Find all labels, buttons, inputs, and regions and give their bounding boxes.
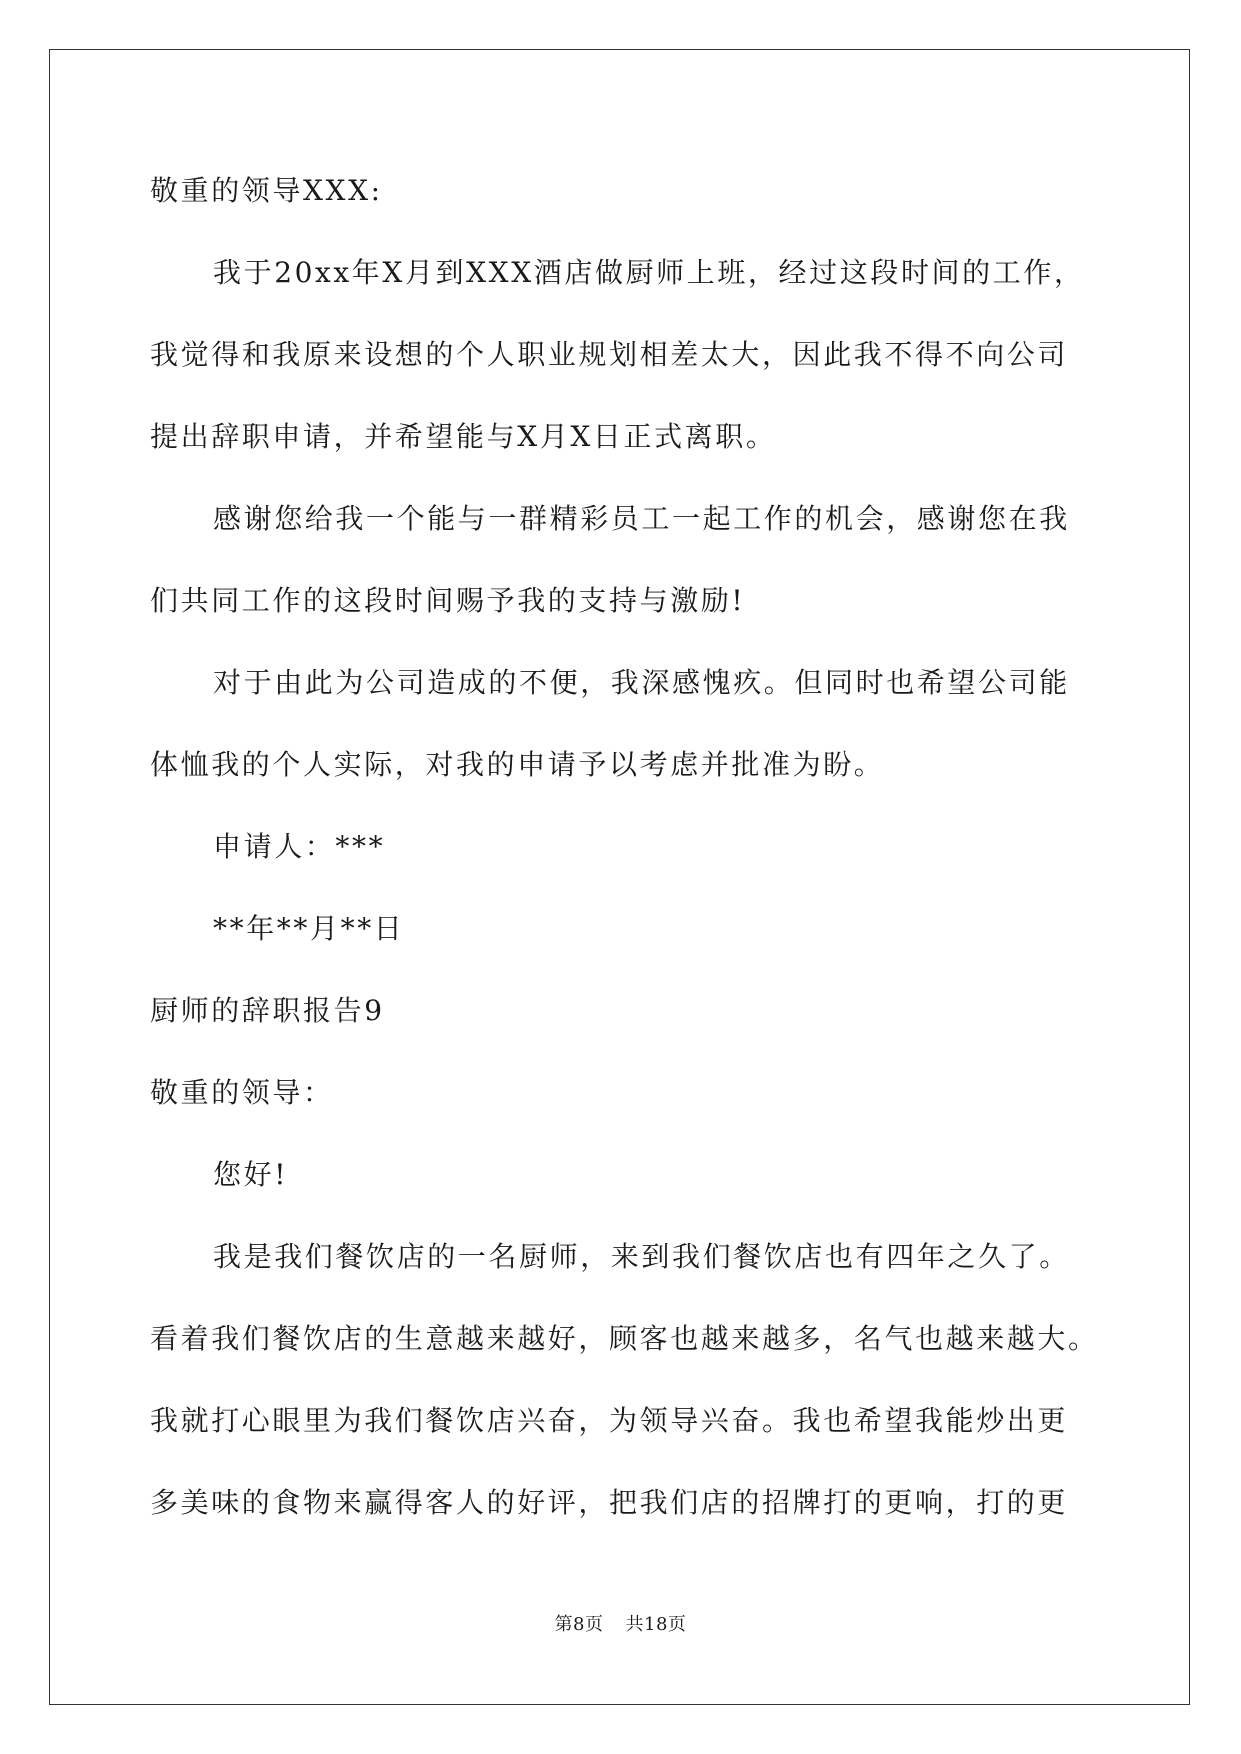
date-line: **年**月**日 — [213, 912, 405, 945]
paragraph-line: 我就打心眼里为我们餐饮店兴奋，为领导兴奋。我也希望我能炒出更 — [150, 1404, 1069, 1437]
paragraph-line: 看着我们餐饮店的生意越来越好，顾客也越来越多，名气也越来越大。 — [150, 1322, 1099, 1355]
paragraph-line: 对于由此为公司造成的不便，我深感愧疚。但同时也希望公司能 — [213, 666, 1070, 699]
page-footer — [0, 1613, 1241, 1637]
applicant-line: 申请人：*** — [213, 830, 386, 863]
page-total: 共18页 — [625, 1614, 687, 1635]
page-number: 第8页 — [554, 1614, 604, 1635]
paragraph-line: 们共同工作的这段时间赐予我的支持与激励! — [150, 584, 746, 617]
salutation: 敬重的领导XXX: — [150, 174, 383, 207]
paragraph-line: 多美味的食物来赢得客人的好评，把我们店的招牌打的更响，打的更 — [150, 1486, 1069, 1519]
paragraph-line: 我是我们餐饮店的一名厨师，来到我们餐饮店也有四年之久了。 — [213, 1240, 1070, 1273]
paragraph-line: 我觉得和我原来设想的个人职业规划相差太大，因此我不得不向公司 — [150, 338, 1069, 371]
paragraph-line: 体恤我的个人实际，对我的申请予以考虑并批准为盼。 — [150, 748, 885, 781]
section-title: 厨师的辞职报告9 — [150, 994, 385, 1027]
salutation: 敬重的领导： — [150, 1076, 334, 1109]
paragraph-line: 提出辞职申请，并希望能与X月X日正式离职。 — [150, 420, 777, 453]
page-border — [49, 49, 1190, 1705]
paragraph-line: 我于20xx年X月到XXX酒店做厨师上班，经过这段时间的工作， — [213, 256, 1085, 289]
greeting: 您好! — [213, 1158, 289, 1191]
paragraph-line: 感谢您给我一个能与一群精彩员工一起工作的机会，感谢您在我 — [213, 502, 1070, 535]
